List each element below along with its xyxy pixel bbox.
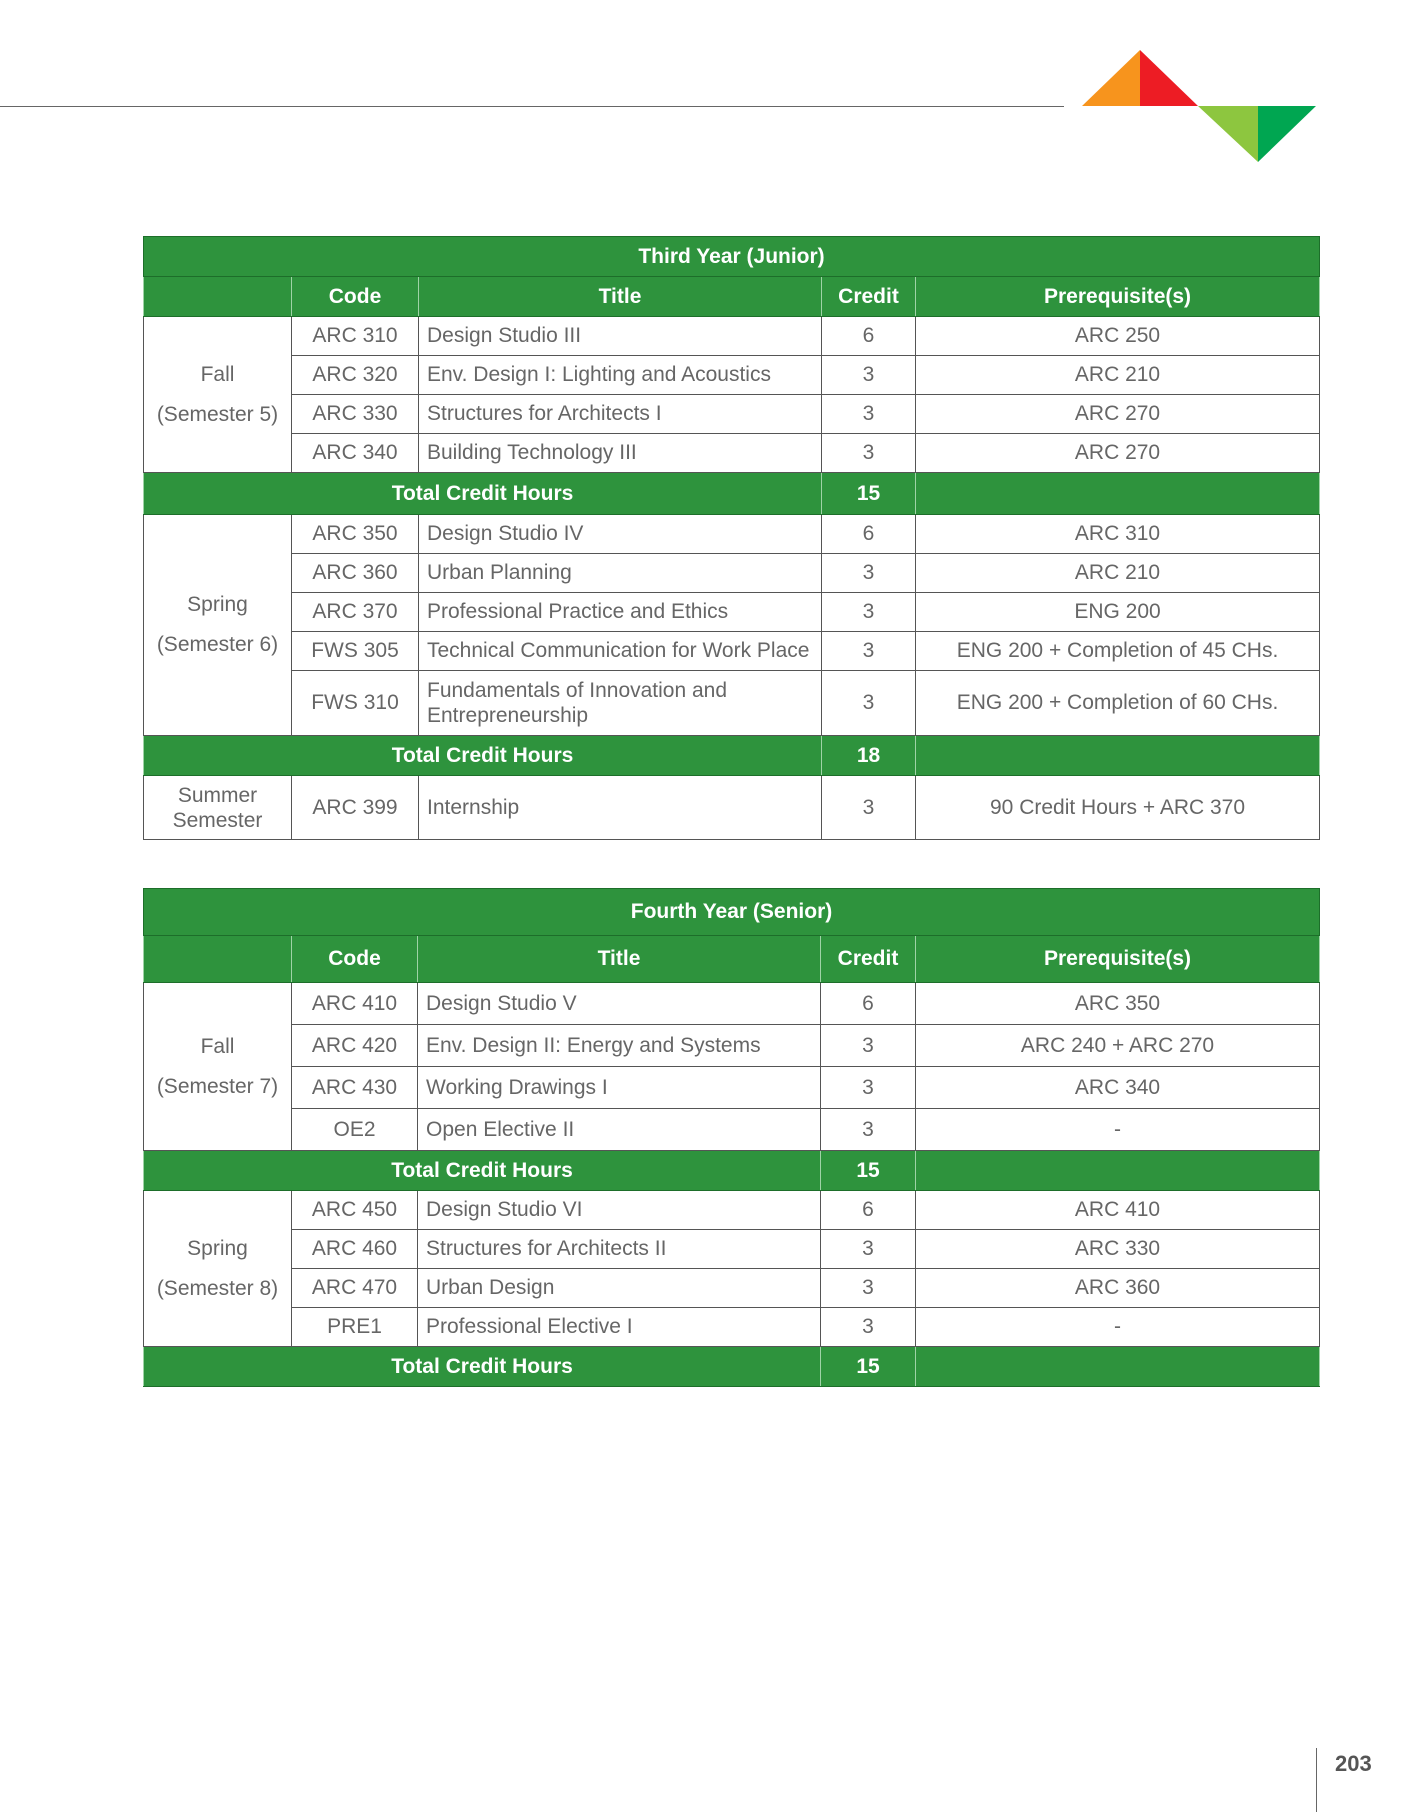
- total-blank: [916, 1151, 1320, 1191]
- table-title: Fourth Year (Senior): [144, 889, 1320, 936]
- course-title: Professional Elective I: [418, 1308, 821, 1347]
- course-credit: 3: [822, 395, 916, 434]
- course-code: ARC 370: [292, 593, 419, 632]
- semester-label: [144, 983, 292, 1151]
- course-title: Working Drawings I: [418, 1067, 821, 1109]
- course-title: Structures for Architects I: [419, 395, 822, 434]
- course-credit: 6: [822, 515, 916, 554]
- table-title: Third Year (Junior): [144, 237, 1320, 277]
- course-credit: 3: [822, 671, 916, 736]
- course-prereq: ARC 350: [916, 983, 1320, 1025]
- table-row: [144, 317, 1320, 356]
- total-blank: [916, 473, 1320, 515]
- table-row: [144, 356, 1320, 395]
- header-code: Code: [292, 277, 419, 317]
- semester-name: Spring: [187, 593, 248, 616]
- semester-label: [144, 515, 292, 736]
- course-title: Professional Practice and Ethics: [419, 593, 822, 632]
- course-title: Design Studio VI: [418, 1191, 821, 1230]
- course-title: Urban Planning: [419, 554, 822, 593]
- course-code: FWS 310: [292, 671, 419, 736]
- logo-green-triangle: [1258, 106, 1316, 162]
- table-row: [144, 776, 1320, 840]
- course-credit: 3: [821, 1025, 916, 1067]
- table-row: [144, 632, 1320, 671]
- course-code: OE2: [292, 1109, 418, 1151]
- table-row: [144, 1269, 1320, 1308]
- course-code: ARC 320: [292, 356, 419, 395]
- course-code: ARC 360: [292, 554, 419, 593]
- logo-orange-triangle: [1082, 50, 1140, 106]
- total-blank: [916, 1347, 1320, 1387]
- course-credit: 3: [821, 1109, 916, 1151]
- total-blank: [916, 736, 1320, 776]
- course-prereq: 90 Credit Hours + ARC 370: [916, 776, 1320, 840]
- header-blank: [144, 936, 292, 983]
- total-label: Total Credit Hours: [144, 1151, 821, 1191]
- header-title: Title: [419, 277, 822, 317]
- course-title: Urban Design: [418, 1269, 821, 1308]
- course-prereq: ARC 210: [916, 356, 1320, 395]
- table-row: [144, 983, 1320, 1025]
- course-prereq: ENG 200 + Completion of 60 CHs.: [916, 671, 1320, 736]
- table-row: [144, 1025, 1320, 1067]
- course-code: ARC 430: [292, 1067, 418, 1109]
- course-code: ARC 420: [292, 1025, 418, 1067]
- triangle-logo-icon: [1082, 50, 1322, 162]
- course-prereq: ARC 210: [916, 554, 1320, 593]
- semester-name: Spring: [187, 1236, 248, 1260]
- course-title: Env. Design I: Lighting and Acoustics: [419, 356, 822, 395]
- course-title: Design Studio V: [418, 983, 821, 1025]
- total-row: [144, 736, 1320, 776]
- header-credit: Credit: [821, 936, 916, 983]
- course-title: Structures for Architects II: [418, 1230, 821, 1269]
- page-number: 203: [1335, 1751, 1372, 1776]
- top-rule: [0, 106, 1064, 107]
- course-prereq: -: [916, 1308, 1320, 1347]
- table-row: [144, 1191, 1320, 1230]
- page-number-divider: [1316, 1748, 1317, 1812]
- table-row: [144, 515, 1320, 554]
- table-row: [144, 1067, 1320, 1109]
- course-code: ARC 340: [292, 434, 419, 473]
- course-title: Building Technology III: [419, 434, 822, 473]
- course-credit: 3: [822, 434, 916, 473]
- table-row: [144, 395, 1320, 434]
- semester-label: [144, 776, 292, 840]
- course-credit: 3: [822, 356, 916, 395]
- course-title: Internship: [419, 776, 822, 840]
- total-value: 15: [821, 1151, 916, 1191]
- semester-name: Fall: [200, 362, 235, 386]
- course-prereq: ARC 330: [916, 1230, 1320, 1269]
- table-row: [144, 1109, 1320, 1151]
- course-prereq: ARC 250: [916, 317, 1320, 356]
- course-prereq: ARC 410: [916, 1191, 1320, 1230]
- total-label: Total Credit Hours: [144, 736, 822, 776]
- course-credit: 3: [822, 554, 916, 593]
- table-row: [144, 554, 1320, 593]
- semester-number: (Semester 6): [156, 633, 279, 656]
- course-title: Technical Communication for Work Place: [419, 632, 822, 671]
- course-prereq: ARC 240 + ARC 270: [916, 1025, 1320, 1067]
- total-value: 15: [822, 473, 916, 515]
- total-label: Total Credit Hours: [144, 1347, 821, 1387]
- header-code: Code: [292, 936, 418, 983]
- course-code: ARC 310: [292, 317, 419, 356]
- course-credit: 6: [821, 1191, 916, 1230]
- course-title: Design Studio III: [419, 317, 822, 356]
- course-title: Open Elective II: [418, 1109, 821, 1151]
- course-code: ARC 410: [292, 983, 418, 1025]
- third-year-table: [143, 236, 1320, 840]
- course-credit: 3: [822, 776, 916, 840]
- course-code: ARC 450: [292, 1191, 418, 1230]
- header-blank: [144, 277, 292, 317]
- course-prereq: ENG 200: [916, 593, 1320, 632]
- table-row: [144, 1230, 1320, 1269]
- total-value: 15: [821, 1347, 916, 1387]
- header-prereq: Prerequisite(s): [916, 936, 1320, 983]
- semester-label: [144, 317, 292, 473]
- course-prereq: ENG 200 + Completion of 45 CHs.: [916, 632, 1320, 671]
- semester-number: (Semester 8): [156, 1276, 279, 1300]
- course-credit: 6: [822, 317, 916, 356]
- semester-label: [144, 1191, 292, 1347]
- table-row: [144, 1308, 1320, 1347]
- course-credit: 3: [821, 1308, 916, 1347]
- course-prereq: -: [916, 1109, 1320, 1151]
- logo-lightgreen-triangle: [1198, 106, 1258, 162]
- course-prereq: ARC 270: [916, 434, 1320, 473]
- course-code: ARC 330: [292, 395, 419, 434]
- semester-name: Summer: [177, 783, 258, 807]
- course-title: Design Studio IV: [419, 515, 822, 554]
- course-prereq: ARC 270: [916, 395, 1320, 434]
- semester-number: (Semester 5): [156, 402, 279, 426]
- course-prereq: ARC 310: [916, 515, 1320, 554]
- table-row: [144, 434, 1320, 473]
- logo-red-triangle: [1140, 50, 1198, 106]
- course-credit: 3: [821, 1269, 916, 1308]
- course-code: ARC 350: [292, 515, 419, 554]
- course-title: Fundamentals of Innovation and Entrepreneurship: [419, 671, 822, 736]
- table-row: [144, 593, 1320, 632]
- course-code: PRE1: [292, 1308, 418, 1347]
- header-title: Title: [418, 936, 821, 983]
- total-label: Total Credit Hours: [144, 473, 822, 515]
- total-row: [144, 1347, 1320, 1387]
- course-credit: 3: [822, 632, 916, 671]
- course-prereq: ARC 360: [916, 1269, 1320, 1308]
- course-prereq: ARC 340: [916, 1067, 1320, 1109]
- course-code: FWS 305: [292, 632, 419, 671]
- header-prereq: Prerequisite(s): [916, 277, 1320, 317]
- fourth-year-table: [143, 888, 1320, 1387]
- course-credit: 3: [822, 593, 916, 632]
- header-credit: Credit: [822, 277, 916, 317]
- course-title: Env. Design II: Energy and Systems: [418, 1025, 821, 1067]
- course-credit: 6: [821, 983, 916, 1025]
- semester-name: Fall: [200, 1034, 235, 1058]
- course-credit: 3: [821, 1067, 916, 1109]
- semester-number: (Semester 7): [156, 1074, 279, 1098]
- course-code: ARC 470: [292, 1269, 418, 1308]
- total-row: [144, 1151, 1320, 1191]
- course-code: ARC 399: [292, 776, 419, 840]
- semester-name-2: Semester: [172, 808, 263, 832]
- course-code: ARC 460: [292, 1230, 418, 1269]
- table-row: [144, 671, 1320, 736]
- total-value: 18: [822, 736, 916, 776]
- course-credit: 3: [821, 1230, 916, 1269]
- total-row: [144, 473, 1320, 515]
